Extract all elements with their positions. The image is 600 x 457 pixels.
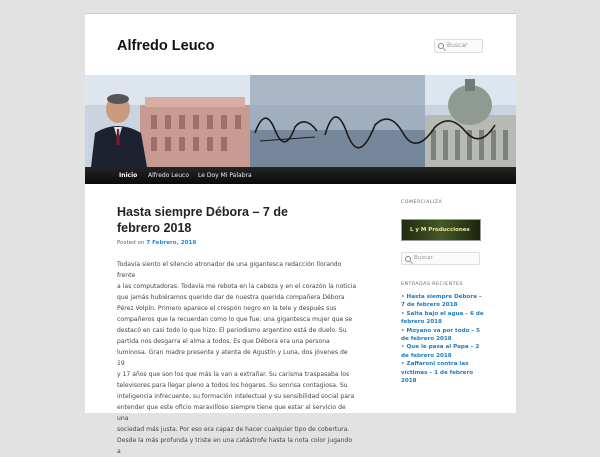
main-navigation <box>85 167 516 184</box>
nav-item-inicio[interactable]: Inicio <box>119 172 138 179</box>
post-title-line: Hasta siempre Débora – 7 de <box>117 205 288 219</box>
post-body-line: Todavía siento el silencio atronador de una gigantesca redacción llorando frente <box>117 261 342 279</box>
post-body-line: Desde la más profunda y triste en una catástrofe hasta la nota color jugando a <box>117 437 353 455</box>
commercial-widget-title: COMERCIALIZA <box>401 200 443 205</box>
post-body-line: entender que este oficio maravilloso siempre tiene que estar al servicio de una <box>117 404 346 422</box>
posted-on-label: Posted on <box>117 240 145 246</box>
post-title[interactable] <box>117 204 357 236</box>
nav-item-le-doy-mi-palabra[interactable]: Le Doy Mi Palabra <box>198 172 252 179</box>
sidebar <box>401 200 485 385</box>
search-icon <box>438 43 444 49</box>
post-title-line: febrero 2018 <box>117 221 192 235</box>
recent-post-link[interactable]: • Que le pasa al Papa – 2 de febrero 2018 <box>401 343 485 360</box>
recent-posts-title: ENTRADAS RECIENTES <box>401 282 463 287</box>
site-title[interactable]: Alfredo Leuco <box>117 38 215 54</box>
header-banner[interactable] <box>85 75 516 167</box>
post-body-line: televisores para llegar pleno a todos los hogares. Su sonrisa contagiosa. Su <box>117 382 348 389</box>
post-meta <box>117 240 357 246</box>
banner-image <box>85 75 516 167</box>
header-search-input[interactable] <box>434 39 483 53</box>
post-content <box>117 204 357 457</box>
recent-post-link[interactable]: • Zaffaroni contra las víctimas – 1 de febrero 2018 <box>401 360 485 385</box>
promo-banner[interactable] <box>401 219 481 241</box>
post-body-line: a las computadoras. Todavía me rebota en la cabeza y en el corazón la noticia <box>117 283 357 290</box>
post-body-line: y 17 años que son los que más la van a extrañar. Su carisma traspasaba los <box>117 371 350 378</box>
post-body-line: que jamás hubiéramos querido dar de nuestra querida compañera Débora <box>117 294 345 301</box>
page <box>85 13 516 455</box>
sidebar-search-placeholder: Buscar <box>414 255 433 261</box>
sidebar-search-input[interactable] <box>401 252 480 265</box>
post-body-line: destacó en casi todo lo que hizo. El periodismo argentino está de duelo. Su <box>117 327 347 334</box>
post-body-line: partida nos desgarra el alma a todos. Es que Débora era una persona <box>117 338 330 345</box>
post-body-line: inteligencia infrecuente, su formación intelectual y su sensibilidad social para <box>117 393 355 400</box>
recent-post-link[interactable]: • Salta bajo el agua – 6 de febrero 2018 <box>401 310 485 327</box>
post-date-link[interactable]: 7 Febrero, 2018 <box>146 240 197 246</box>
post-body-line: Pérez Volpin. Primero aparece el crespón negro en la tele y después sus <box>117 305 337 312</box>
recent-post-link[interactable]: • Moyano va por todo – 5 de febrero 2018 <box>401 327 485 344</box>
recent-post-link[interactable]: • Hasta siempre Débora – 7 de febrero 2018 <box>401 293 485 310</box>
recent-posts-list <box>401 293 485 385</box>
post-body-line: sociedad más justa. Por eso era capaz de hacer cualquier tipo de cobertura. <box>117 426 350 433</box>
header-search-placeholder: Buscar <box>447 42 468 49</box>
nav-item-alfredo-leuco[interactable]: Alfredo Leuco <box>148 172 189 179</box>
post-body <box>117 259 357 457</box>
post-body-line: compañeros que la recuerdan como lo que fue: una gigantesca mujer que se <box>117 316 353 323</box>
promo-text: L y M Producciones <box>410 227 470 233</box>
post-body-line: luminosa. Gran madre presente y atenta de Agustín y Luna, dos jóvenes de 19 <box>117 349 348 367</box>
search-icon <box>405 256 411 262</box>
